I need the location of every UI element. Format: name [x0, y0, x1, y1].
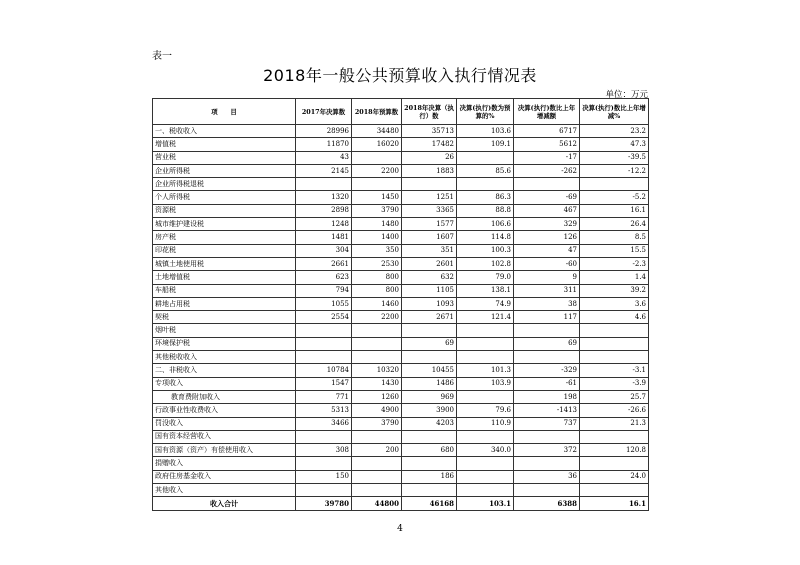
- cell-2017-final: 2661: [296, 257, 352, 270]
- cell-yoy-pct: [580, 457, 649, 470]
- table-row: [153, 244, 649, 257]
- cell-pct-of-budget: 74.9: [457, 297, 514, 310]
- row-item-name: 城镇土地使用税: [153, 257, 296, 270]
- cell-yoy-pct: [580, 178, 649, 191]
- cell-yoy-pct: [580, 484, 649, 497]
- cell-yoy-pct: 120.8: [580, 444, 649, 457]
- cell-yoy-pct: 4.6: [580, 311, 649, 324]
- cell-yoy-pct: 16.1: [580, 497, 649, 510]
- cell-pct-of-budget: 109.1: [457, 138, 514, 151]
- row-item-name: 二、非税收入: [153, 364, 296, 377]
- row-item-name: 教育费附加收入: [153, 390, 296, 403]
- cell-pct-of-budget: 340.0: [457, 444, 514, 457]
- row-item-name: 行政事业性收费收入: [153, 404, 296, 417]
- cell-yoy-change: -329: [514, 364, 580, 377]
- cell-2017-final: 3466: [296, 417, 352, 430]
- cell-yoy-pct: [580, 324, 649, 337]
- cell-2017-final: 623: [296, 271, 352, 284]
- row-item-name: 环境保护税: [153, 337, 296, 350]
- cell-2018-actual: 1577: [402, 218, 457, 231]
- cell-pct-of-budget: [457, 390, 514, 403]
- cell-yoy-pct: 47.3: [580, 138, 649, 151]
- cell-yoy-change: [514, 351, 580, 364]
- cell-yoy-pct: 3.6: [580, 297, 649, 310]
- cell-pct-of-budget: 88.8: [457, 204, 514, 217]
- cell-pct-of-budget: 103.6: [457, 125, 514, 138]
- table-row: [153, 125, 649, 138]
- cell-2017-final: 308: [296, 444, 352, 457]
- cell-2018-budget: 2200: [352, 311, 402, 324]
- cell-yoy-pct: -5.2: [580, 191, 649, 204]
- cell-2018-budget: 1260: [352, 390, 402, 403]
- row-item-name: 其他税收收入: [153, 351, 296, 364]
- cell-yoy-change: 372: [514, 444, 580, 457]
- row-item-name: 收入合计: [153, 497, 296, 510]
- cell-2018-budget: 1450: [352, 191, 402, 204]
- cell-2018-actual: 69: [402, 337, 457, 350]
- cell-2018-actual: 17482: [402, 138, 457, 151]
- cell-2018-actual: [402, 178, 457, 191]
- header-pct-of-budget: 决算(执行)数为预算的%: [457, 99, 514, 125]
- table-row: [153, 257, 649, 270]
- cell-2017-final: 2898: [296, 204, 352, 217]
- cell-2017-final: 150: [296, 470, 352, 483]
- cell-2018-budget: 44800: [352, 497, 402, 510]
- cell-2017-final: [296, 430, 352, 443]
- cell-2018-budget: 16020: [352, 138, 402, 151]
- cell-2018-budget: 3790: [352, 204, 402, 217]
- cell-yoy-pct: 39.2: [580, 284, 649, 297]
- cell-yoy-change: 467: [514, 204, 580, 217]
- table-row: [153, 231, 649, 244]
- cell-yoy-pct: [580, 351, 649, 364]
- cell-yoy-change: -17: [514, 151, 580, 164]
- cell-2018-actual: 1883: [402, 164, 457, 177]
- cell-2017-final: 39780: [296, 497, 352, 510]
- cell-2018-budget: 34480: [352, 125, 402, 138]
- cell-2018-budget: [352, 337, 402, 350]
- table-row: [153, 271, 649, 284]
- cell-2018-budget: 4900: [352, 404, 402, 417]
- cell-2017-final: [296, 457, 352, 470]
- cell-2018-budget: [352, 351, 402, 364]
- cell-2018-actual: [402, 324, 457, 337]
- table-row: [153, 457, 649, 470]
- row-item-name: 政府住房基金收入: [153, 470, 296, 483]
- cell-2018-actual: 35713: [402, 125, 457, 138]
- cell-2017-final: 11870: [296, 138, 352, 151]
- header-2018-actual: 2018年决算（执行）数: [402, 99, 457, 125]
- cell-pct-of-budget: 103.9: [457, 377, 514, 390]
- cell-yoy-change: [514, 484, 580, 497]
- cell-pct-of-budget: [457, 430, 514, 443]
- cell-2018-actual: 186: [402, 470, 457, 483]
- row-item-name: 耕地占用税: [153, 297, 296, 310]
- header-2018-budget: 2018年预算数: [352, 99, 402, 125]
- cell-2018-actual: 3365: [402, 204, 457, 217]
- unit-label: 单位：万元: [605, 90, 648, 100]
- cell-2018-actual: 1093: [402, 297, 457, 310]
- cell-yoy-pct: 24.0: [580, 470, 649, 483]
- cell-yoy-change: -60: [514, 257, 580, 270]
- row-item-name: 捐赠收入: [153, 457, 296, 470]
- table-row: [153, 297, 649, 310]
- cell-2018-actual: 1486: [402, 377, 457, 390]
- cell-2018-actual: 1607: [402, 231, 457, 244]
- cell-2018-actual: [402, 430, 457, 443]
- cell-pct-of-budget: [457, 457, 514, 470]
- cell-pct-of-budget: [457, 484, 514, 497]
- cell-2017-final: 304: [296, 244, 352, 257]
- cell-yoy-change: 126: [514, 231, 580, 244]
- cell-2018-actual: 2671: [402, 311, 457, 324]
- table-row: [153, 178, 649, 191]
- cell-2018-actual: 4203: [402, 417, 457, 430]
- cell-pct-of-budget: 103.1: [457, 497, 514, 510]
- total-row: [153, 497, 649, 510]
- table-row: [153, 470, 649, 483]
- revenue-table: [152, 98, 649, 511]
- cell-yoy-change: -69: [514, 191, 580, 204]
- cell-yoy-pct: [580, 430, 649, 443]
- table-row: [153, 138, 649, 151]
- table-row: [153, 390, 649, 403]
- cell-yoy-change: 329: [514, 218, 580, 231]
- cell-pct-of-budget: 101.3: [457, 364, 514, 377]
- cell-2017-final: 1055: [296, 297, 352, 310]
- cell-yoy-pct: -12.2: [580, 164, 649, 177]
- cell-2017-final: 1320: [296, 191, 352, 204]
- row-item-name: 契税: [153, 311, 296, 324]
- cell-2018-budget: 10320: [352, 364, 402, 377]
- cell-2017-final: 1481: [296, 231, 352, 244]
- cell-pct-of-budget: 100.3: [457, 244, 514, 257]
- cell-2017-final: [296, 351, 352, 364]
- cell-yoy-change: 5612: [514, 138, 580, 151]
- cell-2018-budget: 1400: [352, 231, 402, 244]
- cell-2017-final: 771: [296, 390, 352, 403]
- cell-pct-of-budget: 85.6: [457, 164, 514, 177]
- cell-yoy-pct: 23.2: [580, 125, 649, 138]
- table-row: [153, 444, 649, 457]
- cell-yoy-change: 6717: [514, 125, 580, 138]
- row-item-name: 印花税: [153, 244, 296, 257]
- cell-pct-of-budget: [457, 151, 514, 164]
- cell-2018-budget: [352, 324, 402, 337]
- cell-2018-budget: 2200: [352, 164, 402, 177]
- header-yoy-change: 决算(执行)数比上年增减额: [514, 99, 580, 125]
- cell-pct-of-budget: 102.8: [457, 257, 514, 270]
- cell-pct-of-budget: [457, 324, 514, 337]
- cell-2017-final: 794: [296, 284, 352, 297]
- row-item-name: 资源税: [153, 204, 296, 217]
- cell-2018-actual: 351: [402, 244, 457, 257]
- cell-yoy-pct: 15.5: [580, 244, 649, 257]
- cell-yoy-change: 737: [514, 417, 580, 430]
- table-row: [153, 377, 649, 390]
- cell-yoy-change: 69: [514, 337, 580, 350]
- cell-2018-budget: 3790: [352, 417, 402, 430]
- cell-yoy-pct: -3.1: [580, 364, 649, 377]
- cell-2018-actual: 26: [402, 151, 457, 164]
- cell-2017-final: 5313: [296, 404, 352, 417]
- cell-2018-actual: 632: [402, 271, 457, 284]
- row-item-name: 企业所得税: [153, 164, 296, 177]
- row-item-name: 车船税: [153, 284, 296, 297]
- cell-yoy-pct: 21.3: [580, 417, 649, 430]
- cell-2018-actual: [402, 484, 457, 497]
- row-item-name: 国有资源（资产）有偿使用收入: [153, 444, 296, 457]
- cell-yoy-pct: -3.9: [580, 377, 649, 390]
- cell-yoy-change: -262: [514, 164, 580, 177]
- cell-2018-actual: 46168: [402, 497, 457, 510]
- header-2017-final: 2017年决算数: [296, 99, 352, 125]
- row-item-name: 其他收入: [153, 484, 296, 497]
- cell-pct-of-budget: 106.6: [457, 218, 514, 231]
- row-item-name: 个人所得税: [153, 191, 296, 204]
- header-item: 项 目: [153, 99, 296, 125]
- table-row: [153, 484, 649, 497]
- cell-yoy-pct: -39.5: [580, 151, 649, 164]
- cell-yoy-change: [514, 430, 580, 443]
- table-row: [153, 218, 649, 231]
- cell-2018-actual: 1105: [402, 284, 457, 297]
- cell-pct-of-budget: 121.4: [457, 311, 514, 324]
- cell-2018-actual: 3900: [402, 404, 457, 417]
- cell-2018-budget: 800: [352, 271, 402, 284]
- cell-yoy-change: 311: [514, 284, 580, 297]
- page-title: 2018年一般公共预算收入执行情况表: [263, 66, 537, 85]
- cell-2018-actual: 2601: [402, 257, 457, 270]
- cell-yoy-change: -1413: [514, 404, 580, 417]
- cell-2018-budget: [352, 470, 402, 483]
- cell-yoy-change: 117: [514, 311, 580, 324]
- cell-2017-final: 10784: [296, 364, 352, 377]
- cell-yoy-pct: 1.4: [580, 271, 649, 284]
- row-item-name: 烟叶税: [153, 324, 296, 337]
- cell-yoy-pct: -26.6: [580, 404, 649, 417]
- cell-2018-actual: 680: [402, 444, 457, 457]
- cell-2018-budget: [352, 178, 402, 191]
- row-item-name: 土地增值税: [153, 271, 296, 284]
- header-yoy-pct: 决算(执行)数比上年增减%: [580, 99, 649, 125]
- cell-yoy-change: 47: [514, 244, 580, 257]
- table-row: [153, 351, 649, 364]
- table-row: [153, 191, 649, 204]
- row-item-name: 企业所得税退税: [153, 178, 296, 191]
- table-row: [153, 430, 649, 443]
- cell-yoy-pct: 26.4: [580, 218, 649, 231]
- cell-2018-budget: [352, 457, 402, 470]
- table-row: [153, 151, 649, 164]
- cell-2017-final: 2554: [296, 311, 352, 324]
- cell-2018-budget: 2530: [352, 257, 402, 270]
- cell-2017-final: [296, 324, 352, 337]
- cell-2017-final: 1547: [296, 377, 352, 390]
- cell-2018-actual: [402, 457, 457, 470]
- cell-yoy-change: 36: [514, 470, 580, 483]
- cell-pct-of-budget: 110.9: [457, 417, 514, 430]
- cell-yoy-pct: 16.1: [580, 204, 649, 217]
- cell-pct-of-budget: [457, 337, 514, 350]
- cell-pct-of-budget: [457, 351, 514, 364]
- cell-2018-actual: [402, 351, 457, 364]
- row-item-name: 一、税收收入: [153, 125, 296, 138]
- table-row: [153, 337, 649, 350]
- table-tag: 表一: [152, 51, 172, 62]
- cell-2018-budget: 1460: [352, 297, 402, 310]
- table-row: [153, 164, 649, 177]
- cell-2017-final: 43: [296, 151, 352, 164]
- cell-2017-final: 28996: [296, 125, 352, 138]
- row-item-name: 国有资本经营收入: [153, 430, 296, 443]
- cell-2017-final: [296, 178, 352, 191]
- row-item-name: 专项收入: [153, 377, 296, 390]
- cell-2018-budget: 800: [352, 284, 402, 297]
- cell-yoy-change: 38: [514, 297, 580, 310]
- table-row: [153, 364, 649, 377]
- cell-2018-budget: [352, 430, 402, 443]
- cell-2018-budget: [352, 484, 402, 497]
- cell-2018-budget: 350: [352, 244, 402, 257]
- row-item-name: 罚没收入: [153, 417, 296, 430]
- cell-pct-of-budget: 79.0: [457, 271, 514, 284]
- cell-yoy-pct: 8.5: [580, 231, 649, 244]
- cell-2018-actual: 10455: [402, 364, 457, 377]
- row-item-name: 城市维护建设税: [153, 218, 296, 231]
- cell-pct-of-budget: 138.1: [457, 284, 514, 297]
- cell-2017-final: 2145: [296, 164, 352, 177]
- cell-yoy-change: [514, 324, 580, 337]
- cell-yoy-pct: -2.3: [580, 257, 649, 270]
- cell-yoy-change: -61: [514, 377, 580, 390]
- table-row: [153, 311, 649, 324]
- cell-pct-of-budget: [457, 178, 514, 191]
- row-item-name: 营业税: [153, 151, 296, 164]
- page-number: 4: [397, 524, 403, 534]
- cell-yoy-change: 9: [514, 271, 580, 284]
- cell-pct-of-budget: 79.6: [457, 404, 514, 417]
- table-row: [153, 324, 649, 337]
- cell-2017-final: [296, 337, 352, 350]
- cell-pct-of-budget: 86.3: [457, 191, 514, 204]
- table-header-row: [153, 99, 649, 125]
- cell-pct-of-budget: 114.8: [457, 231, 514, 244]
- cell-2017-final: [296, 484, 352, 497]
- table-row: [153, 204, 649, 217]
- table-row: [153, 404, 649, 417]
- cell-2018-budget: [352, 151, 402, 164]
- cell-2018-actual: 969: [402, 390, 457, 403]
- table-row: [153, 417, 649, 430]
- row-item-name: 房产税: [153, 231, 296, 244]
- cell-yoy-change: 198: [514, 390, 580, 403]
- cell-2018-budget: 1430: [352, 377, 402, 390]
- cell-2018-budget: 200: [352, 444, 402, 457]
- cell-yoy-change: 6388: [514, 497, 580, 510]
- cell-pct-of-budget: [457, 470, 514, 483]
- cell-2017-final: 1248: [296, 218, 352, 231]
- row-item-name: 增值税: [153, 138, 296, 151]
- cell-2018-actual: 1251: [402, 191, 457, 204]
- cell-2018-budget: 1480: [352, 218, 402, 231]
- cell-yoy-change: [514, 457, 580, 470]
- cell-yoy-pct: [580, 337, 649, 350]
- cell-yoy-change: [514, 178, 580, 191]
- cell-yoy-pct: 25.7: [580, 390, 649, 403]
- table-row: [153, 284, 649, 297]
